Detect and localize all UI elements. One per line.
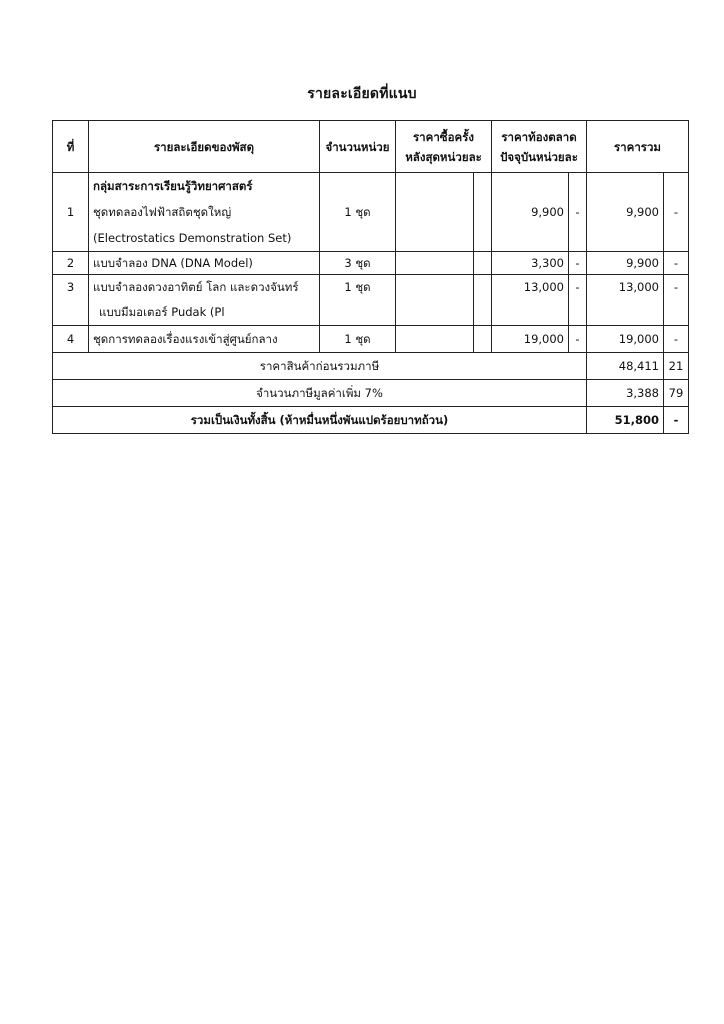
row-market-satang: - xyxy=(569,173,587,252)
header-market-price xyxy=(492,121,587,173)
vat-baht: 3,388 xyxy=(587,380,664,407)
vat-satang: 79 xyxy=(664,380,689,407)
row-market-satang: - xyxy=(569,326,587,353)
row-last-price-satang xyxy=(474,173,492,252)
header-market-price-line2: ปัจจุบันหน่วยละ xyxy=(500,149,578,164)
row-desc-line2: แบบมีมอเตอร์ Pudak (Pl xyxy=(99,305,225,319)
row-no: 4 xyxy=(53,326,89,353)
row-no: 2 xyxy=(53,252,89,275)
row-market-baht: 13,000 xyxy=(492,275,569,326)
table-header-row xyxy=(53,121,689,173)
row-market-baht: 19,000 xyxy=(492,326,569,353)
row-last-price-satang xyxy=(474,252,492,275)
row-total-satang: - xyxy=(664,275,689,326)
header-quantity: จำนวนหน่วย xyxy=(320,121,396,173)
row-last-price-baht xyxy=(396,173,474,252)
items-table xyxy=(52,120,689,434)
grand-total-baht: 51,800 xyxy=(587,407,664,434)
row-desc-line2: (Electrostatics Demonstration Set) xyxy=(93,231,292,245)
grand-total-label: รวมเป็นเงินทั้งสิ้น (ห้าหมื่นหนึ่งพันแปดร้อยบาทถ้วน) xyxy=(53,407,587,434)
header-no: ที่ xyxy=(53,121,89,173)
header-last-price xyxy=(396,121,492,173)
subtotal-baht: 48,411 xyxy=(587,353,664,380)
vat-label: จำนวนภาษีมูลค่าเพิ่ม 7% xyxy=(53,380,587,407)
row-quantity: 1 ชุด xyxy=(320,173,396,252)
row-market-baht: 3,300 xyxy=(492,252,569,275)
row-last-price-baht xyxy=(396,275,474,326)
header-last-price-line2: หลังสุดหน่วยละ xyxy=(405,149,482,164)
grand-total-satang: - xyxy=(664,407,689,434)
table-row xyxy=(53,252,689,275)
row-description: ชุดการทดลองเรื่องแรงเข้าสู่ศูนย์กลาง xyxy=(89,326,320,353)
header-total: ราคารวม xyxy=(587,121,689,173)
row-last-price-satang xyxy=(474,326,492,353)
row-last-price-baht xyxy=(396,326,474,353)
vat-row xyxy=(53,380,689,407)
row-desc-line1: แบบจำลองดวงอาทิตย์ โลก และดวงจันทร์ xyxy=(93,280,299,294)
subtotal-satang: 21 xyxy=(664,353,689,380)
row-total-satang: - xyxy=(664,326,689,353)
row-description xyxy=(89,275,320,326)
row-no: 3 xyxy=(53,275,89,326)
table-row xyxy=(53,275,689,326)
row-quantity: 1 ชุด xyxy=(320,326,396,353)
row-last-price-satang xyxy=(474,275,492,326)
row-last-price-baht xyxy=(396,252,474,275)
header-last-price-line1: ราคาซื้อครั้ง xyxy=(413,129,474,144)
row-total-baht: 19,000 xyxy=(587,326,664,353)
row-market-satang: - xyxy=(569,275,587,326)
header-market-price-line1: ราคาท้องตลาด xyxy=(501,129,577,144)
row-quantity: 3 ชุด xyxy=(320,252,396,275)
header-description: รายละเอียดของพัสดุ xyxy=(89,121,320,173)
table-row xyxy=(53,326,689,353)
subtotal-label: ราคาสินค้าก่อนรวมภาษี xyxy=(53,353,587,380)
row-market-satang: - xyxy=(569,252,587,275)
row-total-baht: 9,900 xyxy=(587,252,664,275)
table-row xyxy=(53,173,689,252)
group-title: กลุ่มสาระการเรียนรู้วิทยาศาสตร์ xyxy=(93,179,253,193)
row-market-baht: 9,900 xyxy=(492,173,569,252)
row-description: แบบจำลอง DNA (DNA Model) xyxy=(89,252,320,275)
row-total-baht: 13,000 xyxy=(587,275,664,326)
row-total-satang: - xyxy=(664,173,689,252)
row-description xyxy=(89,173,320,252)
grand-total-row xyxy=(53,407,689,434)
row-total-baht: 9,900 xyxy=(587,173,664,252)
row-quantity: 1 ชุด xyxy=(320,275,396,326)
row-total-satang: - xyxy=(664,252,689,275)
row-desc-line1: ชุดทดลองไฟฟ้าสถิตชุดใหญ่ xyxy=(93,205,232,219)
page-title: รายละเอียดที่แนบ xyxy=(307,86,417,102)
subtotal-row xyxy=(53,353,689,380)
row-no: 1 xyxy=(53,173,89,252)
